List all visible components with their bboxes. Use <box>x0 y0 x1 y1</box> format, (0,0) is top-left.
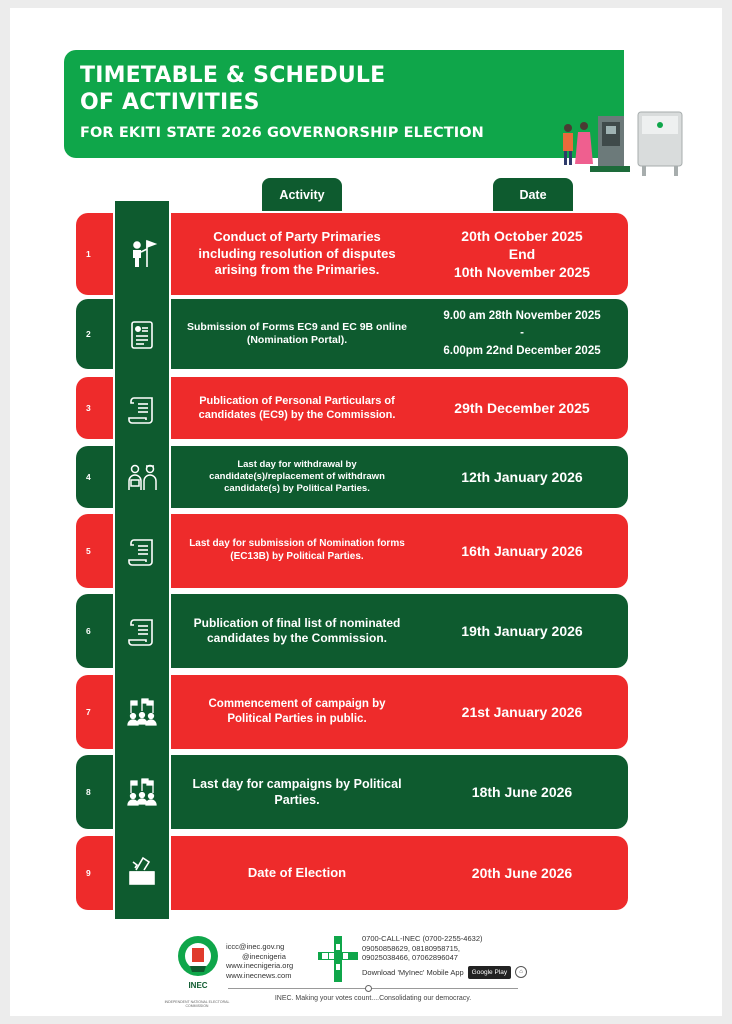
row-activity: Conduct of Party Primaries including resolution of disputes arising from the Primaries. <box>198 229 396 278</box>
form-document-icon <box>125 318 159 352</box>
phone-main[interactable]: 0700-CALL-INEC (0700-2255-4632) <box>362 934 483 943</box>
google-play-badge[interactable]: Google Play <box>468 966 511 980</box>
phone-icon[interactable] <box>336 964 340 970</box>
footer <box>10 924 722 1016</box>
subtitle: FOR EKITI STATE 2026 GOVERNORSHIP ELECTION <box>80 125 484 141</box>
row-date <box>424 446 620 508</box>
row-number: 1 <box>86 249 91 259</box>
row-number: 9 <box>86 868 91 878</box>
row-number: 7 <box>86 707 91 717</box>
row-date-line: 21st January 2026 <box>461 703 583 720</box>
phone-block <box>362 934 527 979</box>
contact-site-2[interactable]: www.inecnews.com <box>226 970 292 980</box>
row-date-line: 6.00pm 22nd December 2025 <box>443 344 601 357</box>
title-line-1: TIMETABLE & SCHEDULE <box>80 63 386 88</box>
row-number: 4 <box>86 472 91 482</box>
slogan: INEC. Making your votes count....Consolidating our democracy. <box>274 995 472 1002</box>
row-date <box>424 755 620 829</box>
campaign-crowd-icon <box>125 695 159 729</box>
title-banner <box>64 50 624 158</box>
row-number: 5 <box>86 546 91 556</box>
contact-block <box>226 942 318 980</box>
row-activity: Date of Election <box>247 864 347 880</box>
logo-text: INEC <box>188 981 208 990</box>
row-date-line: End <box>508 245 536 262</box>
facebook-icon[interactable] <box>336 944 340 950</box>
inec-logo-icon <box>176 932 220 998</box>
row-date <box>424 836 620 910</box>
logo-caption: INDEPENDENT NATIONAL ELECTORAL COMMISSION <box>164 1000 230 1008</box>
scroll-document-icon <box>125 614 159 648</box>
download-text: Download 'MyInec' Mobile App <box>362 967 464 977</box>
campaign-crowd-icon <box>125 775 159 809</box>
row-date <box>424 594 620 668</box>
row-date-line: 20th June 2026 <box>471 864 573 881</box>
row-date-line: 20th October 2025 <box>461 227 583 244</box>
row-date <box>424 675 620 749</box>
download-app <box>362 966 527 980</box>
voting-illustration-icon <box>546 96 686 180</box>
activity-column-header: Activity <box>262 178 342 211</box>
date-column-header: Date <box>493 178 573 211</box>
row-date-line: 10th November 2025 <box>453 264 591 281</box>
row-activity: Submission of Forms EC9 and EC 9B online (Nomination Portal). <box>187 320 407 346</box>
twitter-icon[interactable] <box>322 953 328 959</box>
title-line-2: OF ACTIVITIES <box>80 90 260 115</box>
row-date-line: 12th January 2026 <box>461 468 583 485</box>
row-activity: Publication of final list of nominated candidates by the Commission. <box>193 615 401 645</box>
scroll-document-icon <box>125 534 159 568</box>
divider-dot-icon <box>365 985 372 992</box>
row-activity: Last day for submission of Nomination forms (EC13B) by Political Parties. <box>189 538 405 562</box>
row-date-line: 9.00 am 28th November 2025 <box>443 310 601 323</box>
row-date-line: 29th December 2025 <box>454 399 590 416</box>
row-activity: Commencement of campaign by Political Parties in public. <box>208 698 386 725</box>
app-store-icon[interactable]: ⌂ <box>515 966 527 978</box>
footer-divider <box>228 988 518 989</box>
row-activity: Publication of Personal Particulars of candidates (EC9) by the Commission. <box>198 394 396 421</box>
row-date <box>424 514 620 588</box>
row-number: 6 <box>86 626 91 636</box>
phone-line-1: 09050858629, 08180958715, <box>362 943 461 953</box>
row-activity: Last day for campaigns by Political Parties. <box>192 777 402 807</box>
ballot-box-icon <box>125 854 159 888</box>
row-number: 2 <box>86 329 91 339</box>
flag-person-icon <box>125 237 159 271</box>
timetable-poster <box>10 8 722 1016</box>
contact-email[interactable]: iccc@inec.gov.ng <box>226 942 285 951</box>
youtube-icon[interactable] <box>343 953 348 959</box>
row-date <box>424 213 620 295</box>
phone-line-2: 09025038466, 07062896047 <box>362 953 458 962</box>
instagram-icon[interactable] <box>329 953 334 959</box>
row-date-line: 19th January 2026 <box>461 622 583 639</box>
row-date <box>424 377 620 439</box>
row-number: 3 <box>86 403 91 413</box>
row-activity: Last day for withdrawal by candidate(s)/replacement of withdrawn candidate(s) by Political Parties. <box>209 458 385 495</box>
row-date-line: 16th January 2026 <box>461 542 583 559</box>
row-date <box>424 299 620 369</box>
contact-site-1[interactable]: www.inecnigeria.org <box>226 961 294 970</box>
row-number: 8 <box>86 787 91 797</box>
candidates-icon <box>125 460 159 494</box>
social-icons <box>312 934 362 984</box>
row-date-line: - <box>520 327 524 340</box>
row-date-line: 18th June 2026 <box>471 783 573 800</box>
scroll-document-icon <box>125 392 159 426</box>
contact-handle[interactable]: @inecnigeria <box>242 951 286 961</box>
